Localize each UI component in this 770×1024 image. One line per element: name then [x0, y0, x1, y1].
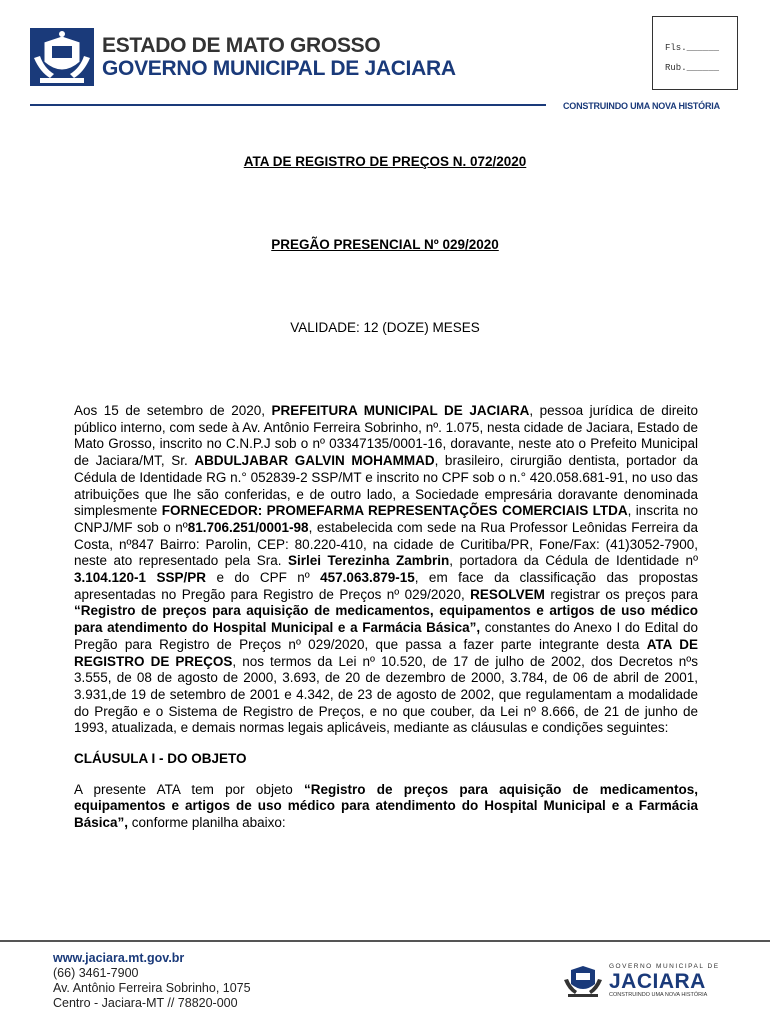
- footer-contact: [53, 951, 251, 1011]
- state-name: ESTADO DE MATO GROSSO: [102, 34, 381, 57]
- government-name: GOVERNO MUNICIPAL DE JACIARA: [102, 57, 456, 80]
- municipal-crest-icon: [30, 28, 94, 86]
- footer-divider: [0, 940, 770, 942]
- clause-heading: CLÁUSULA I - DO OBJETO: [74, 751, 247, 767]
- footer-phone: (66) 3461-7900: [53, 966, 139, 980]
- footer-address: Av. Antônio Ferreira Sobrinho, 1075: [53, 981, 251, 995]
- footer-crest-icon: [562, 962, 604, 998]
- footer-logo-motto: CONSTRUINDO UMA NOVA HISTÓRIA: [609, 992, 708, 998]
- document-title: ATA DE REGISTRO DE PREÇOS N. 072/2020: [243, 154, 527, 169]
- header-divider: [30, 104, 546, 106]
- stamp-rub: Rub.______: [665, 63, 720, 73]
- stamp-fls: Fls.______: [665, 43, 720, 53]
- header-motto: CONSTRUINDO UMA NOVA HISTÓRIA: [563, 101, 720, 111]
- validity-line: VALIDADE: 12 (DOZE) MESES: [290, 320, 480, 335]
- object-paragraph: A presente ATA tem por objeto “Registro de preços para aquisição de medicamentos, equipamentos e artigos de uso médico para atendimento do Hospital Municipal e a Farmácia Básica”, conforme planilha abaixo:: [74, 781, 698, 831]
- protocol-stamp-box: [652, 16, 738, 90]
- footer-logo-gov: GOVERNO MUNICIPAL DE: [609, 963, 720, 970]
- footer-website[interactable]: www.jaciara.mt.gov.br: [53, 951, 185, 965]
- pregao-title: PREGÃO PRESENCIAL Nº 029/2020: [271, 237, 499, 252]
- footer-city: Centro - Jaciara-MT // 78820-000: [53, 996, 238, 1010]
- footer-logo-city: JACIARA: [609, 970, 706, 993]
- document-body: [74, 403, 698, 832]
- preamble-paragraph: Aos 15 de setembro de 2020, PREFEITURA MUNICIPAL DE JACIARA, pessoa jurídica de direito público interno, com sede à Av. Antônio Ferreira Sobrinho, nº. 1.075, nesta cidade de Jaciara, Estado de Mato Grosso, inscrito no C.N.P.J sob o nº 03347135/0001-16, doravante, neste ato o Prefeito Municipal de Jaciara/MT, Sr. ABDULJABAR GALVIN MOHAMMAD, brasileiro, cirurgião dentista, portador da Cédula de Identidade RG n.° 052839-2 SSP/MT e inscrito no CPF sob o n.° 420.058.681-91, no uso das atribuições que lhe são conferidas, e de outro lado, a Sociedade empresária doravante denominada simplesmente FORNECEDOR: PROMEFARMA REPRESENTAÇÕES COMERCIAIS LTDA, inscrita no CNPJ/MF sob o nº81.706.251/0001-98, estabelecida com sede na Rua Professor Leônidas Ferreira da Costa, nº847 Bairro: Parolin, CEP: 80.220-410, na cidade de Curitiba/PR, Fone/Fax: (41)3052-7900, neste ato representado pela Sra. Sirlei Terezinha Zambrin, portadora da Cédula de Identidade nº 3.104.120-1 SSP/PR e do CPF nº 457.063.879-15, em face da classificação das propostas apresentadas no Pregão para Registro de Preços nº 029/2020, RESOLVEM registrar os preços para “Registro de preços para aquisição de medicamentos, equipamentos e artigos de uso médico para atendimento do Hospital Municipal e a Farmácia Básica”, constantes do Anexo I do Edital do Pregão para Registro de Preços nº 029/2020, que passa a fazer parte integrante desta ATA DE REGISTRO DE PREÇOS, nos termos da Lei nº 10.520, de 17 de julho de 2002, dos Decretos nºs 3.555, de 08 de agosto de 2000, 3.693, de 20 de dezembro de 2000, 3.784, de 06 de abril de 2001, 3.931,de 19 de setembro de 2001 e 4.342, de 23 de agosto de 2002, que regulamentam a modalidade do Pregão e o Sistema de Registro de Preços, e no que couber, da Lei nº 8.666, de 21 de junho de 1993, atualizada, e demais normas legais aplicáveis, mediante as cláusulas e condições seguintes:: [74, 403, 699, 736]
